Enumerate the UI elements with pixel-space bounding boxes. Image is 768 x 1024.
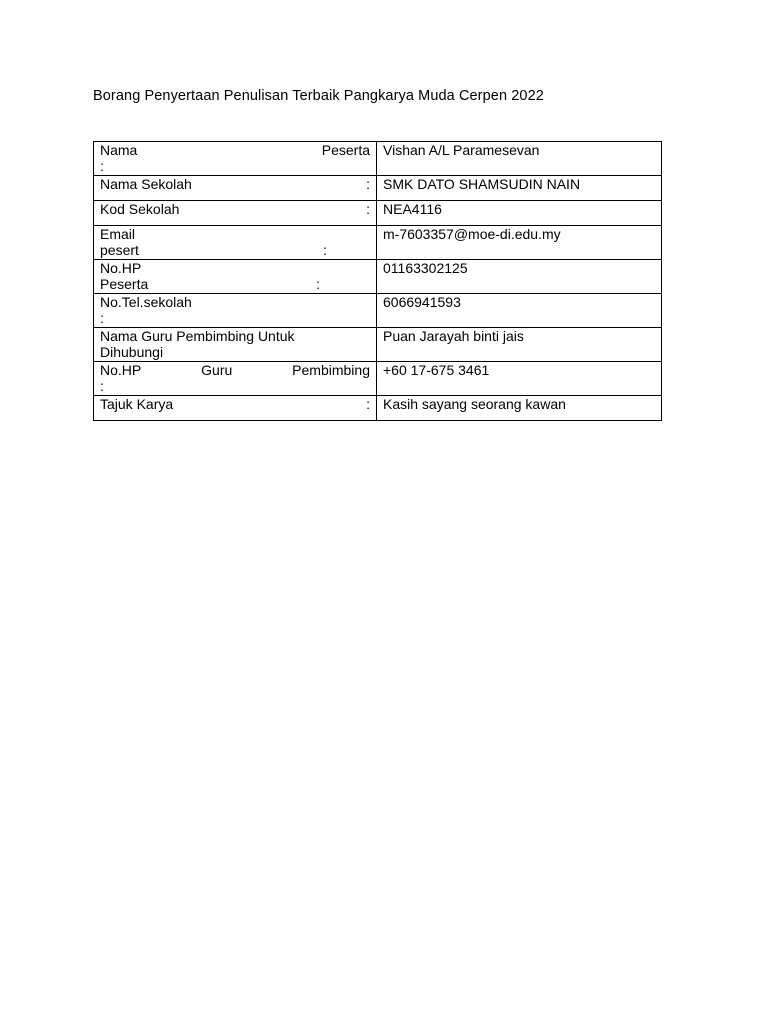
field-label-email-peserta [94, 226, 377, 260]
table-row [94, 176, 662, 201]
field-label-nama-guru [94, 328, 377, 362]
table-row [94, 396, 662, 421]
label-line: Email [100, 226, 136, 242]
field-label-nama-peserta [94, 142, 377, 176]
label-line: Dihubungi [100, 344, 164, 360]
label-colon: : [366, 176, 370, 192]
field-value-nama-peserta: Vishan A/L Paramesevan [377, 142, 662, 176]
label-text: Nama Sekolah [100, 176, 192, 192]
label-colon: : [323, 242, 327, 258]
field-label-no-tel-sekolah [94, 294, 377, 328]
field-label-nama-sekolah [94, 176, 377, 201]
label-word: Pembimbing [292, 362, 370, 378]
label-line: No.HP [100, 260, 142, 276]
field-value-no-hp-guru: +60 17-675 3461 [377, 362, 662, 396]
field-label-tajuk-karya [94, 396, 377, 421]
label-line: Nama Guru Pembimbing Untuk [100, 328, 295, 344]
label-word: Nama [100, 142, 138, 158]
field-label-no-hp-guru [94, 362, 377, 396]
field-value-email: m-7603357@moe-di.edu.my [377, 226, 662, 260]
label-word: No.HP [100, 362, 142, 378]
field-label-no-hp-peserta [94, 260, 377, 294]
field-value-tajuk-karya: Kasih sayang seorang kawan [377, 396, 662, 421]
field-value-nama-guru: Puan Jarayah binti jais [377, 328, 662, 362]
label-word: Peserta [321, 142, 370, 158]
label-text: Kod Sekolah [100, 201, 180, 217]
table-row [94, 260, 662, 294]
table-row [94, 328, 662, 362]
table-row [94, 142, 662, 176]
field-value-nama-sekolah: SMK DATO SHAMSUDIN NAIN [377, 176, 662, 201]
label-line: pesert [100, 242, 139, 258]
label-colon: : [100, 310, 104, 326]
entry-form-table [93, 141, 662, 421]
table-row [94, 294, 662, 328]
label-colon: : [100, 158, 104, 174]
label-word: Guru [201, 362, 233, 378]
label-line: Peserta [100, 276, 149, 292]
label-text: Tajuk Karya [100, 396, 174, 412]
field-value-no-tel-sekolah: 6066941593 [377, 294, 662, 328]
table-row [94, 201, 662, 226]
field-value-no-hp-peserta: 01163302125 [377, 260, 662, 294]
table-row [94, 362, 662, 396]
label-colon: : [100, 378, 104, 394]
label-colon: : [316, 276, 320, 292]
label-colon: : [366, 396, 370, 412]
field-value-kod-sekolah: NEA4116 [377, 201, 662, 226]
label-text: No.Tel.sekolah [100, 294, 192, 310]
document-title: Borang Penyertaan Penulisan Terbaik Pangkarya Muda Cerpen 2022 [93, 88, 544, 104]
label-colon: : [366, 201, 370, 217]
field-label-kod-sekolah [94, 201, 377, 226]
table-row [94, 226, 662, 260]
